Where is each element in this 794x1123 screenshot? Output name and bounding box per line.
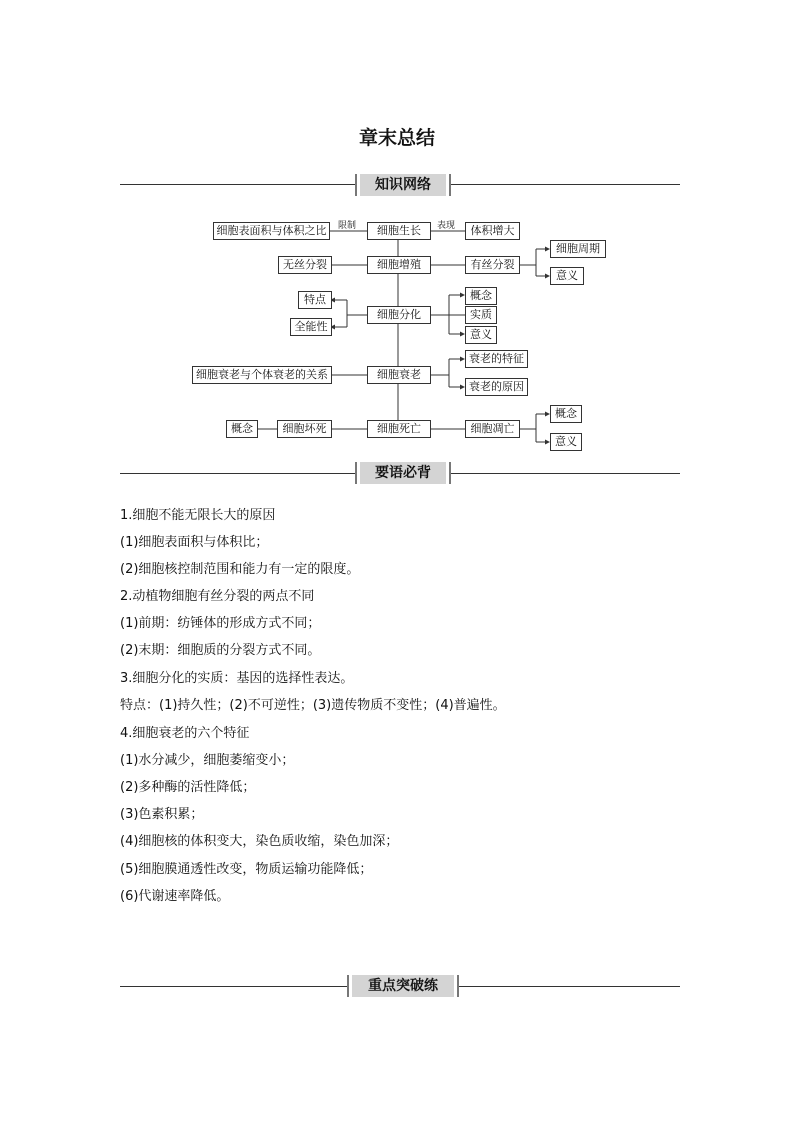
edge-label-show: 表现 <box>437 221 456 231</box>
section-header-key-points: 要语必背 <box>357 462 449 484</box>
node-concept: 概念 <box>226 420 258 438</box>
page-title: 章末总结 <box>358 127 435 149</box>
text-line: (3)色素积累； <box>120 807 204 822</box>
section-header-practice: 重点突破练 <box>349 975 457 997</box>
node-aging: 细胞衰老 <box>367 366 431 384</box>
node-amitosis: 无丝分裂 <box>278 256 332 274</box>
text-line: (1)前期：纺锤体的形成方式不同； <box>120 616 321 631</box>
node-ratio: 细胞表面积与体积之比 <box>213 222 330 240</box>
edge-label-limit: 限制 <box>338 221 357 231</box>
node-necrosis: 细胞坏死 <box>277 420 332 438</box>
node-growth: 细胞生长 <box>367 222 431 240</box>
text-line: 4.细胞衰老的六个特征 <box>120 726 250 741</box>
node-apoptosis: 细胞凋亡 <box>465 420 520 438</box>
text-line: (4)细胞核的体积变大，染色质收缩，染色加深； <box>120 834 399 849</box>
node-concept: 概念 <box>465 287 497 305</box>
node-totipotency: 全能性 <box>290 318 332 336</box>
text-line: (5)细胞膜通透性改变，物质运输功能降低； <box>120 862 373 877</box>
text-line: (1)细胞表面积与体积比； <box>120 535 269 550</box>
node-differentiation: 细胞分化 <box>367 306 431 324</box>
node-relation: 细胞衰老与个体衰老的关系 <box>192 366 332 384</box>
node-concept: 概念 <box>550 405 582 423</box>
node-essence: 实质 <box>465 306 497 324</box>
text-line: 1.细胞不能无限长大的原因 <box>120 508 276 523</box>
text-line: (6)代谢速率降低。 <box>120 889 230 904</box>
node-aging-features: 衰老的特征 <box>465 350 528 368</box>
node-significance: 意义 <box>465 326 497 344</box>
section-header-network: 知识网络 <box>357 174 449 196</box>
text-line: (2)末期：细胞质的分裂方式不同。 <box>120 643 321 658</box>
text-line: (2)多种酶的活性降低； <box>120 780 256 795</box>
text-line: (2)细胞核控制范围和能力有一定的限度。 <box>120 562 360 577</box>
text-line: (1)水分减少，细胞萎缩变小； <box>120 753 295 768</box>
node-proliferation: 细胞增殖 <box>367 256 431 274</box>
text-line: 特点：(1)持久性；(2)不可逆性；(3)遗传物质不变性；(4)普遍性。 <box>120 698 506 713</box>
text-line: 3.细胞分化的实质：基因的选择性表达。 <box>120 671 354 686</box>
node-significance: 意义 <box>550 267 584 285</box>
node-aging-causes: 衰老的原因 <box>465 378 528 396</box>
node-feature: 特点 <box>298 291 332 309</box>
node-cycle: 细胞周期 <box>550 240 606 258</box>
node-significance: 意义 <box>550 433 582 451</box>
node-mitosis: 有丝分裂 <box>465 256 520 274</box>
text-line: 2.动植物细胞有丝分裂的两点不同 <box>120 589 315 604</box>
node-death: 细胞死亡 <box>367 420 431 438</box>
node-volume: 体积增大 <box>465 222 520 240</box>
